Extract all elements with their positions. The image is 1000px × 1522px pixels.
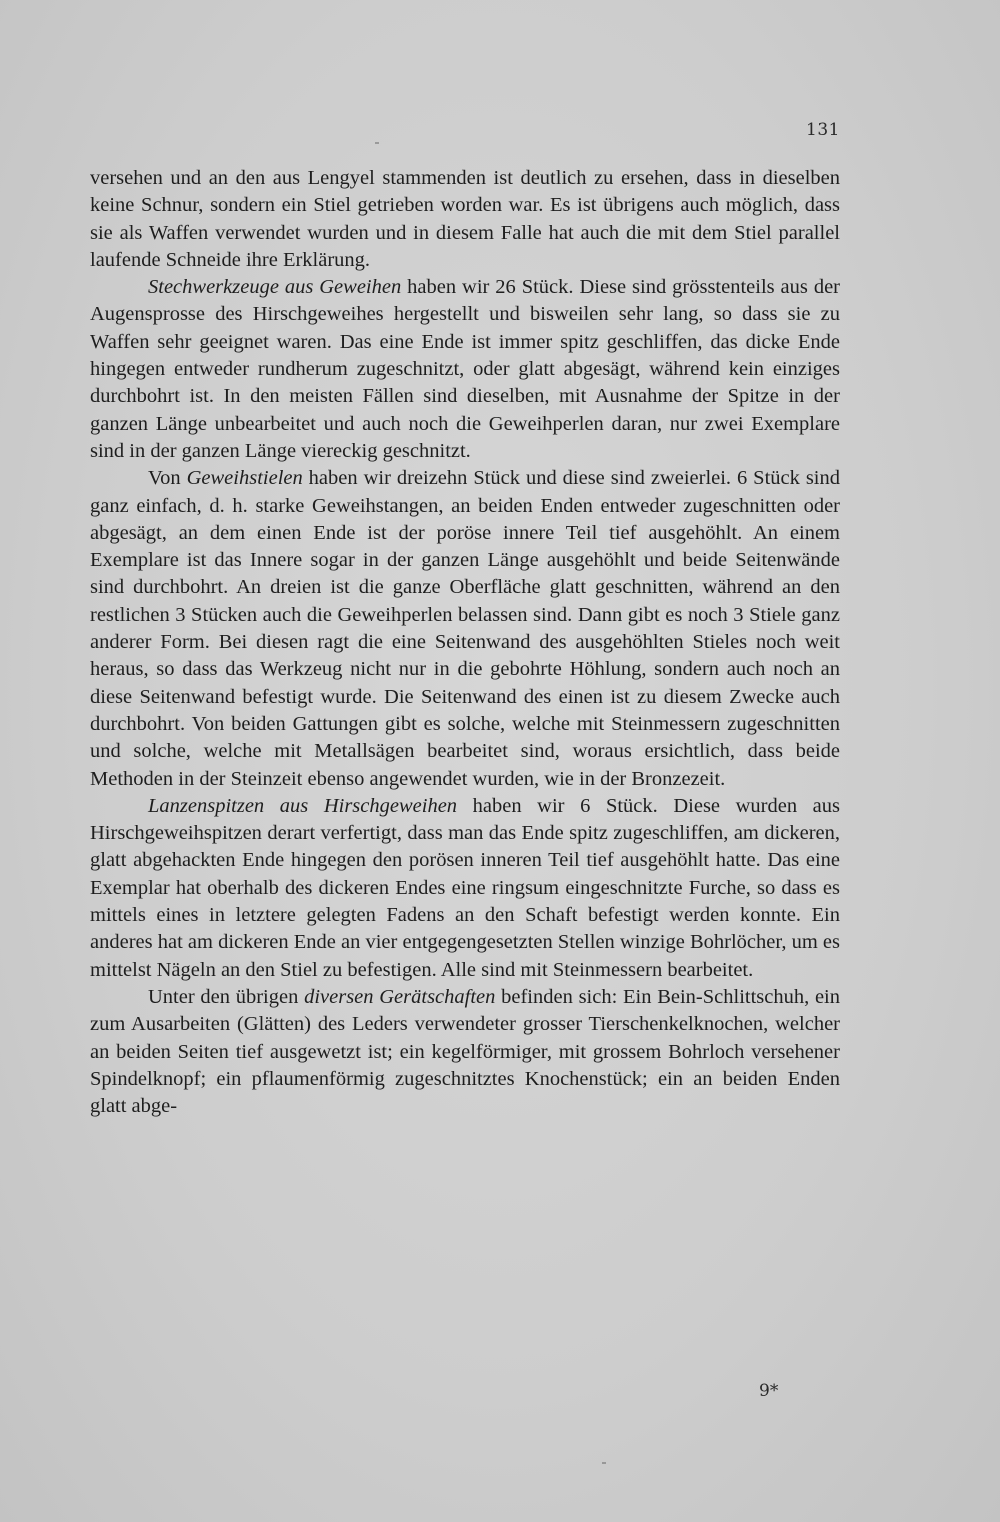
print-speck xyxy=(602,1462,606,1464)
paragraph-lanzenspitzen xyxy=(90,793,840,984)
text-segment: Unter den übrigen xyxy=(148,985,305,1008)
section-term-lanzenspitzen: Lanzenspitzen aus Hirschgeweihen xyxy=(148,794,458,817)
text-segment: befinden sich: Ein Bein-Schlittschuh, ein zum Ausarbeiten (Glätten) des Leders verwendeter grosser Tierschenkelknochen, welcher an beiden Seiten tief ausgewetzt ist; ein kegelförmiger, mit grossem Bohrloch versehener Spindelknopf; ein pflaumenförmig zugeschnitztes Knochenstück; ein an beiden Enden glatt abge- xyxy=(90,985,841,1118)
paragraph-continuation xyxy=(90,165,840,274)
text-segment: versehen und an den aus Lengyel stammenden ist deutlich zu ersehen, dass in dieselben keine Schnur, sondern ein Stiel getrieben worden war. Es ist übrigens auch möglich, dass sie als Waffen verwendet wurden und in diesem Falle hat auch die mit dem Stiel parallel laufende Schneide ihre Erklärung. xyxy=(90,167,840,271)
body-text xyxy=(90,165,840,1120)
text-segment: Von xyxy=(148,467,187,490)
section-term-geraetschaften: diversen Gerätschaften xyxy=(304,985,496,1008)
paragraph-geweihstiele xyxy=(90,465,840,793)
section-term-stechwerkzeuge: Stechwerkzeuge aus Geweihen xyxy=(148,276,402,299)
print-speck xyxy=(375,142,379,144)
page-number: 131 xyxy=(806,120,840,140)
section-term-geweihstiele: Geweihstielen xyxy=(186,467,303,490)
paragraph-stechwerkzeuge xyxy=(90,274,840,465)
signature-mark: 9* xyxy=(759,1381,779,1401)
text-segment: haben wir 6 Stück. Diese wurden aus Hirschgeweihspitzen derart verfertigt, dass man das Ende spitz zugeschliffen, am dickeren, glatt abgehackten Ende hingegen den porösen inneren Teil tief ausgehöhlt hatte. Das eine Exemplar hat oberhalb des dickeren Endes eine ringsum eingeschnitzte Furche, so dass es mittels eines in letztere gelegten Fadens an den Schaft befestigt werden konnte. Ein anderes hat am dickeren Ende an vier entgegengesetzten Stellen winzige Bohrlöcher, um es mittelst Nägeln an den Stiel zu befestigen. Alle sind mit Steinmessern bearbeitet. xyxy=(90,794,841,981)
text-segment: haben wir 26 Stück. Diese sind grösstenteils aus der Augensprosse des Hirschgeweihes hergestellt und bisweilen sehr lang, so dass sie zu Waffen sehr geeignet waren. Das eine Ende ist immer spitz geschliffen, das dicke Ende hingegen entweder rundherum zugeschnitzt, oder glatt abgesägt, während kein einziges durchbohrt ist. In den meisten Fällen sind dieselben, mit Ausnahme der Spitze in der ganzen Länge unbearbeitet und auch noch die Geweihperlen daran, nur zwei Exemplare sind in der ganzen Länge viereckig geschnitzt. xyxy=(90,276,840,462)
text-segment: haben wir dreizehn Stück und diese sind zweierlei. 6 Stück sind ganz einfach, d. h. starke Geweihstangen, an beiden Enden entweder zugeschnitten oder abgesägt, an dem einen Ende ist der poröse innere Teil tief ausgehöhlt. An einem Exemplare ist das Innere sogar in der ganzen Länge ausgehöhlt und beide Seitenwände sind durchbohrt. An dreien ist die ganze Oberfläche glatt geschnitten, während an den restlichen 3 Stücken auch die Geweihperlen belassen sind. Dann gibt es noch 3 Stiele ganz anderer Form. Bei diesen ragt die eine Seitenwand des ausgehöhlten Stieles noch weit heraus, so dass das Werkzeug nicht nur in die gebohrte Höhlung, sondern auch noch an diese Seitenwand befestigt wurde. Die Seitenwand des einen ist zu diesem Zwecke auch durchbohrt. Von beiden Gattungen gibt es solche, welche mit Steinmessern zugeschnitten und solche, welche mit Metallsägen bearbeitet sind, woraus ersichtlich, dass beide Methoden in der Steinzeit ebenso angewendet wurden, wie in der Bronzezeit. xyxy=(90,467,840,790)
paragraph-geraetschaften xyxy=(90,984,840,1120)
